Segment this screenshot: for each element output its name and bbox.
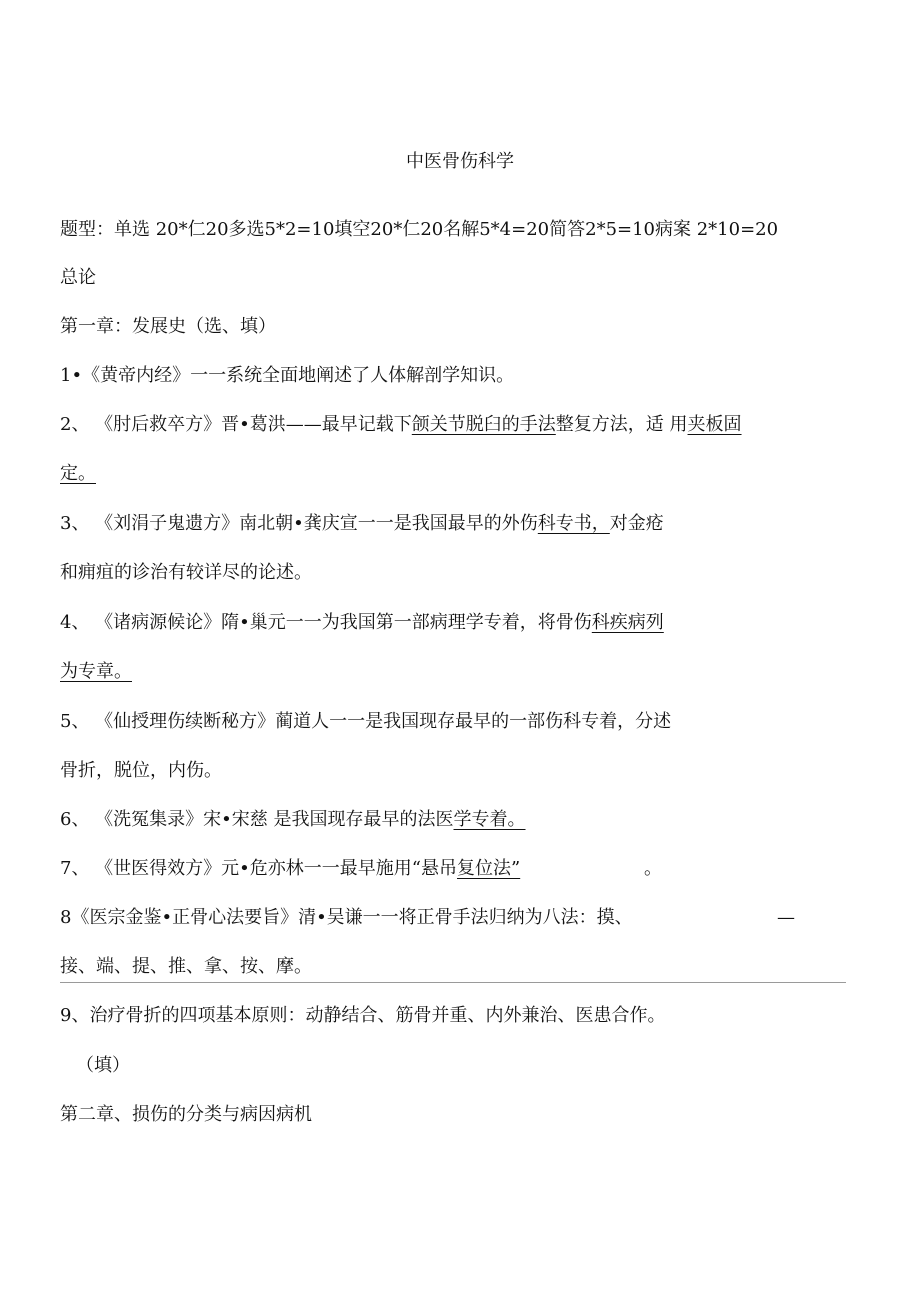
item-2-line-1 xyxy=(60,413,742,437)
item-4-line-1 xyxy=(60,611,664,635)
chapter-1-heading: 第一章：发展史（选、填） xyxy=(60,316,276,337)
item-8-line-1: 8《医宗金鉴•正骨心法要旨》清•吴谦一一将正骨手法归纳为八法：摸、 xyxy=(60,907,633,928)
item-8-line-2: 接、端、提、推、拿、按、摩。 xyxy=(60,956,312,977)
section-general: 总论 xyxy=(60,267,96,288)
item-6-underline: 学专着。 xyxy=(453,809,526,830)
item-6-text: 6、 《洗冤集录》宋•宋慈 是我国现存最早的法医 xyxy=(60,809,454,830)
item-8-dash: — xyxy=(777,907,795,928)
item-2-underline-a: 颌关节脱臼的手法 xyxy=(411,414,556,435)
page-title: 中医骨伤科学 xyxy=(406,151,514,172)
item-4-text-a: 4、 《诸病源候论》隋•巢元一一为我国第一部病理学专着，将骨伤 xyxy=(60,612,592,633)
chapter-2-heading: 第二章、损伤的分类与病因病机 xyxy=(60,1104,312,1125)
item-1: 1•《黄帝内经》一一系统全面地阐述了人体解剖学知识。 xyxy=(60,365,515,386)
item-3-underline-a: 科专书， xyxy=(537,513,610,534)
horizontal-divider xyxy=(60,982,846,983)
item-6 xyxy=(60,808,526,832)
item-2-underline-b: 夹板固 xyxy=(687,414,742,435)
item-2-text-a: 2、 《肘后救卒方》晋•葛洪——最早记载下 xyxy=(60,414,412,435)
item-5-line-2: 骨折，脱位，内伤。 xyxy=(60,760,222,781)
item-4-underline-a: 科疾病列 xyxy=(591,612,664,633)
item-4-underline-b: 为专章。 xyxy=(60,661,132,682)
item-9-line-1: 9、治疗骨折的四项基本原则：动静结合、筋骨并重、内外兼治、医患合作。 xyxy=(60,1005,666,1026)
item-3-line-2: 和痈疽的诊治有较详尽的论述。 xyxy=(60,562,312,583)
item-3-line-1 xyxy=(60,512,664,536)
item-7-end-mark: 。 xyxy=(644,858,662,879)
item-9-line-2: （填） xyxy=(76,1055,130,1076)
item-3-text-a: 3、 《刘涓子鬼遗方》南北朝•龚庆宣一一是我国最早的外伤 xyxy=(60,513,538,534)
item-2-text-b: 整复方法，适 用 xyxy=(555,414,688,435)
item-3-text-b: 对金疮 xyxy=(609,513,664,534)
item-7-text: 7、 《世医得效方》元•危亦林一一最早施用“悬吊 xyxy=(60,858,457,879)
item-5-line-1: 5、 《仙授理伤续断秘方》蔺道人一一是我国现存最早的一部伤科专着，分述 xyxy=(60,711,672,732)
item-2-line-2 xyxy=(60,462,96,486)
item-7 xyxy=(60,857,520,881)
item-4-line-2 xyxy=(60,660,132,684)
item-7-underline: 复位法” xyxy=(457,858,521,879)
question-types: 题型：单选 20*仁20多选5*2=10填空20*仁20名解5*4=20简答2*5=10病案 2*10=20 xyxy=(60,219,779,240)
item-2-underline-c: 定。 xyxy=(60,463,96,484)
